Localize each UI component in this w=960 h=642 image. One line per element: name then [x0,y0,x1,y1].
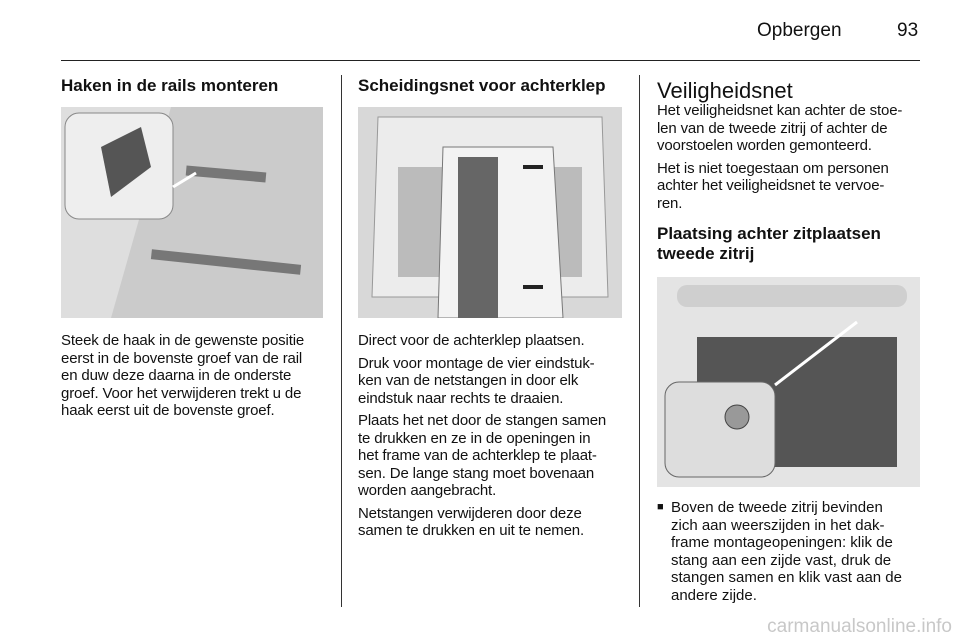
tailgate-net-illustration [358,107,622,318]
section-title: Opbergen [757,20,842,41]
paragraph: Plaats het net door de stangen samen te drukken en ze in de openingen in het frame van de achterklep te plaat- sen. De lange stang moet bovenaan worden aangebracht. [358,412,607,499]
section-heading: Scheidingsnet voor achterklep [358,76,606,95]
paragraph: Direct voor de achterklep plaatsen. [358,332,585,349]
column-safety-net [657,78,923,264]
page-heading: Veiligheidsnet [657,78,793,103]
paragraph: Netstangen verwijderen door deze samen te drukken en uit te nemen. [358,504,585,539]
column-safety-net-bullets [657,499,923,604]
page-number: 93 [897,20,919,41]
section-heading: Haken in de rails monteren [61,76,279,95]
paragraph: Druk voor montage de vier eindstuk- ken van de netstangen in door elk eindstuk naar rechts te draaien. [358,354,595,407]
bullet-text: Boven de tweede zitrij bevinden zich aan weerszijden in het dak- frame montageopeningen: klik de stang aan een zijde vast, druk de stangen samen en klik vast aan de andere zijde. [671,499,902,604]
watermark: carmanualsonline.info [767,616,952,637]
column-tailgate-net-text [358,332,624,545]
bullet-square-icon: ■ [657,501,664,513]
header-rule [61,60,920,61]
column-tailgate-net [358,76,624,96]
bullet-item [657,499,923,604]
section-heading: Plaatsing achter zitplaatsen tweede zitrij [657,224,881,263]
paragraph: Het is niet toegestaan om personen achter het veiligheidsnet te vervoe- ren. [657,159,889,212]
column-hooks [61,76,327,96]
paragraph: Steek de haak in de gewenste positie eerst in de bovenste groef van de rail en duw deze daarna in de onderste groef. Voor het verwijderen trekt u de haak eerst uit de bovenste groef. [61,332,305,419]
safety-net-illustration [657,277,920,487]
column-divider [639,75,640,607]
column-hooks-text [61,332,327,425]
hook-rail-illustration [61,107,323,318]
paragraph: Het veiligheidsnet kan achter de stoe- len van de tweede zitrij of achter de voorstoelen worden gemonteerd. [657,102,903,154]
column-divider [341,75,342,607]
